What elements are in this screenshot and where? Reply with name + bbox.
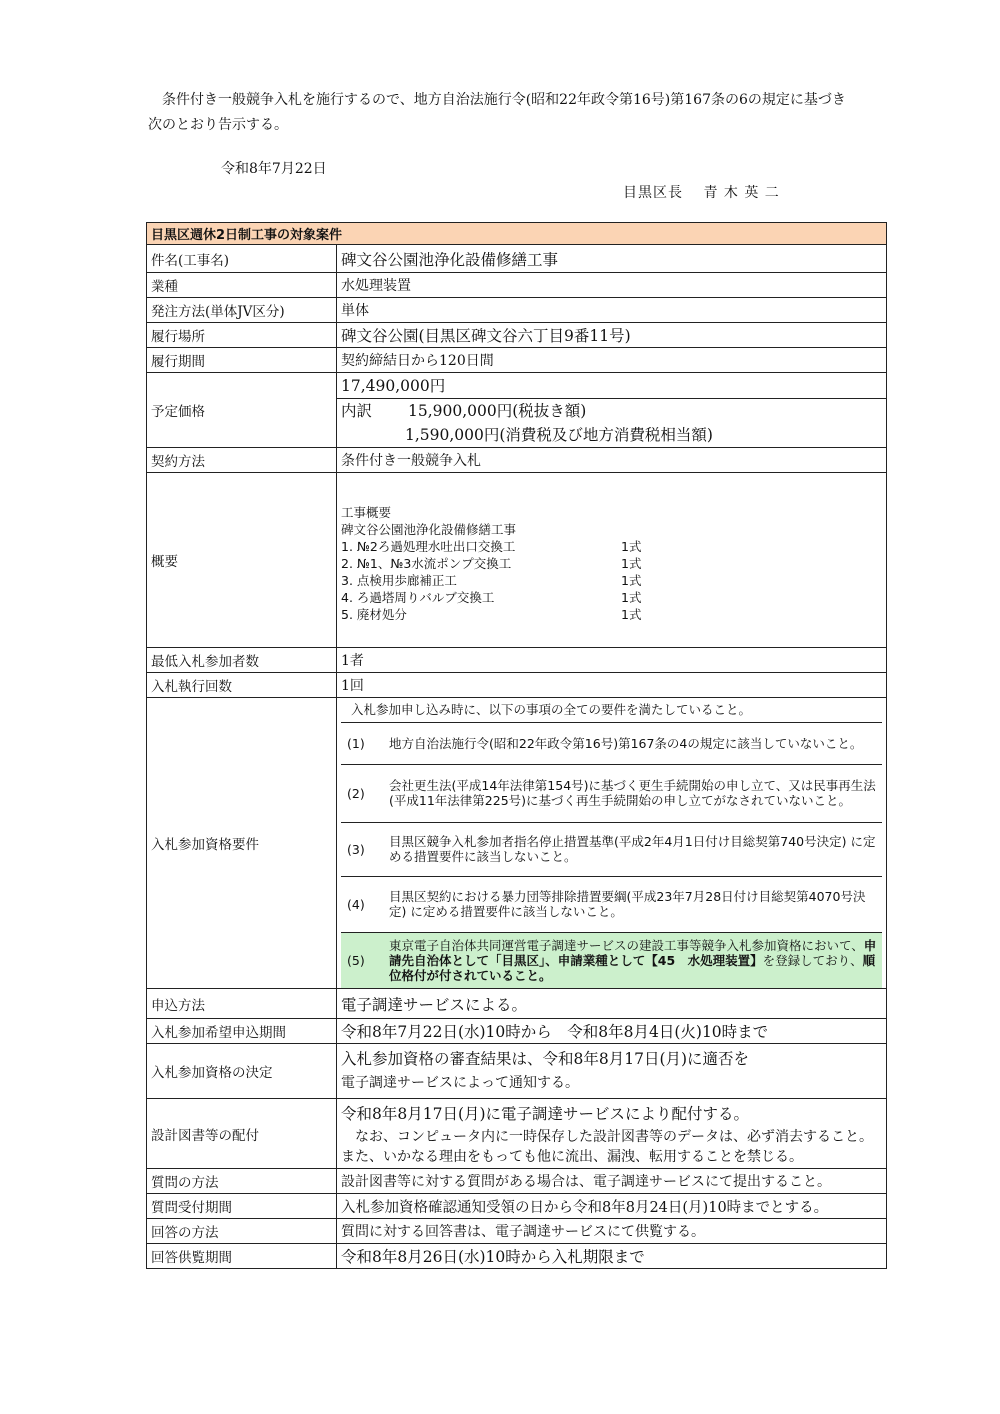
qualification-item [341,822,882,876]
qualification-item [341,932,882,988]
row-label: 発注方法(単体JV区分) [147,298,337,323]
row-label: 最低入札参加者数 [147,648,337,673]
item5-part2: 申請先自治体として「目黒区」、申請業種として【45 水処理装置】 [389,937,877,968]
overview-item [341,538,882,555]
qualification-item [341,876,882,932]
table-row [147,323,887,348]
row-label: 概要 [147,473,337,648]
distribution-line-2: なお、コンピュータ内に一時保存した設計図書等のデータは、必ず消去すること。また、いかなる理由をもっても他に流出、漏洩、転用することを禁じる。 [341,1128,873,1165]
decision-cell [337,1044,887,1099]
breakdown-label: 内訳 [341,401,373,420]
table-row [147,698,887,989]
item-name: 5. 廃材処分 [341,606,407,622]
decision-line-1: 入札参加資格の審査結果は、令和8年8月17日(月)に適否を [341,1050,750,1068]
item-name: 3. 点検用歩廊補正工 [341,572,457,588]
row-label: 申込方法 [147,989,337,1019]
item-name: 2. №1、№3水流ポンプ交換工 [341,555,512,571]
table-row [147,1244,887,1269]
item-qty: 1式 [621,606,642,622]
price-total: 17,490,000円 [337,374,886,399]
item-name: 4. ろ過塔周りバルブ交換工 [341,589,495,605]
item-number: (2) [341,764,385,822]
item-number: (1) [341,722,385,764]
notice-table [146,222,887,1269]
qualification-item [341,722,882,764]
overview-item [341,555,882,572]
location-value: 碑文谷公園(目黒区碑文谷六丁目9番11号) [337,323,887,348]
item-qty: 1式 [621,572,642,588]
row-label: 入札執行回数 [147,673,337,698]
table-row [147,989,887,1019]
distribution-line-1: 令和8年8月17日(月)に電子調達サービスにより配付する。 [341,1104,750,1123]
row-label: 予定価格 [147,373,337,448]
qualification-intro: 入札参加申し込み時に、以下の事項の全ての要件を満たしていること。 [341,698,882,722]
item-name: 1. №2ろ過処理水吐出口交換工 [341,538,516,554]
table-row [147,673,887,698]
row-label: 件名(工事名) [147,245,337,273]
row-label: 履行期間 [147,348,337,373]
table-row [147,348,887,373]
table-row [147,448,887,473]
table-header-row [147,223,887,245]
overview-item [341,589,882,606]
table-row [147,1169,887,1194]
price-cell [337,373,887,448]
question-method-value: 設計図書等に対する質問がある場合は、電子調達サービスにて提出すること。 [337,1169,887,1194]
signer: 目黒区長 青 木 英 二 [623,185,780,201]
row-label: 契約方法 [147,448,337,473]
order-method-value: 単体 [337,298,887,323]
table-row [147,473,887,648]
item-text: 地方自治法施行令(昭和22年政令第16号)第167条の4の規定に該当していないこと。 [385,722,882,764]
price-tax: 1,590,000円(消費税及び地方消費税相当額) [405,425,713,444]
qualification-intro-row [341,698,882,722]
table-row [147,1219,887,1244]
answer-period-value: 令和8年8月26日(水)10時から入札期限まで [337,1244,887,1269]
table-header: 目黒区週休2日制工事の対象案件 [147,223,887,245]
notice-date: 令和8年7月22日 [221,161,327,177]
overview-title: 工事概要 [341,504,392,520]
item-text: 目黒区契約における暴力団等排除措置要綱(平成23年7月28日付け目総契第4070号決定) に定める措置要件に該当しないこと。 [385,876,882,932]
table-row [147,1019,887,1044]
distribution-cell [337,1099,887,1169]
table-row [147,648,887,673]
qualification-list [341,698,882,988]
price-breakdown [337,399,886,423]
row-label: 入札参加資格要件 [147,698,337,989]
item-text [385,932,882,988]
decision-line-2: 電子調達サービスによって通知する。 [341,1075,579,1091]
item-text: 目黒区競争入札参加者指名停止措置基準(平成2年4月1日付け目総契第740号決定) に定める措置要件に該当しないこと。 [385,822,882,876]
period-value: 契約締結日から120日間 [337,348,887,373]
item-number: (4) [341,876,385,932]
row-label: 質問の方法 [147,1169,337,1194]
min-bidders-value: 1者 [337,648,887,673]
category-value: 水処理装置 [337,273,887,298]
row-label: 入札参加資格の決定 [147,1044,337,1099]
overview-subtitle: 碑文谷公園池浄化設備修繕工事 [341,521,517,537]
item-number: (3) [341,822,385,876]
table-row [147,245,887,273]
item5-part1: 東京電子自治体共同運営電子調達サービスの建設工事等競争入札参加資格において、 [389,937,864,953]
item-text: 会社更生法(平成14年法律第154号)に基づく更生手続開始の申し立て、又は民事再生法(平成11年法律第225号)に基づく再生手続開始の申し立てがなされていないこと。 [385,764,882,822]
intro-line-2: 次のとおり告示する。 [148,117,288,133]
row-label: 回答供覧期間 [147,1244,337,1269]
qualification-item [341,764,882,822]
price-pre-tax: 15,900,000円(税抜き額) [408,401,587,420]
item5-part4: 順位格付が付されていること。 [389,952,876,983]
intro-paragraph [148,88,878,138]
overview-item [341,572,882,589]
contract-method-value: 条件付き一般競争入札 [337,448,887,473]
item-qty: 1式 [621,538,642,554]
qualification-cell [337,698,887,989]
table-row [147,1044,887,1099]
question-period-value: 入札参加資格確認通知受領の日から令和8年8月24日(月)10時までとする。 [337,1194,887,1219]
table-row [147,1099,887,1169]
answer-method-value: 質問に対する回答書は、電子調達サービスにて供覧する。 [337,1219,887,1244]
row-label: 質問受付期間 [147,1194,337,1219]
application-period-value: 令和8年7月22日(水)10時から 令和8年8月4日(火)10時まで [337,1019,887,1044]
overview-cell [337,473,887,648]
application-method-value: 電子調達サービスによる。 [337,989,887,1019]
item-qty: 1式 [621,589,642,605]
project-name: 碑文谷公園池浄化設備修繕工事 [337,245,887,273]
bid-rounds-value: 1回 [337,673,887,698]
row-label: 業種 [147,273,337,298]
table-row [147,298,887,323]
item-qty: 1式 [621,555,642,571]
table-row [147,1194,887,1219]
item-number: (5) [341,932,385,988]
intro-line-1: 条件付き一般競争入札を施行するので、地方自治法施行令(昭和22年政令第16号)第167条の6の規定に基づき [162,92,846,108]
overview-item [341,606,882,623]
row-label: 入札参加希望申込期間 [147,1019,337,1044]
item5-part3: を登録しており、 [762,952,863,968]
row-label: 設計図書等の配付 [147,1099,337,1169]
table-row [147,273,887,298]
row-label: 回答の方法 [147,1219,337,1244]
row-label: 履行場所 [147,323,337,348]
table-row [147,373,887,448]
